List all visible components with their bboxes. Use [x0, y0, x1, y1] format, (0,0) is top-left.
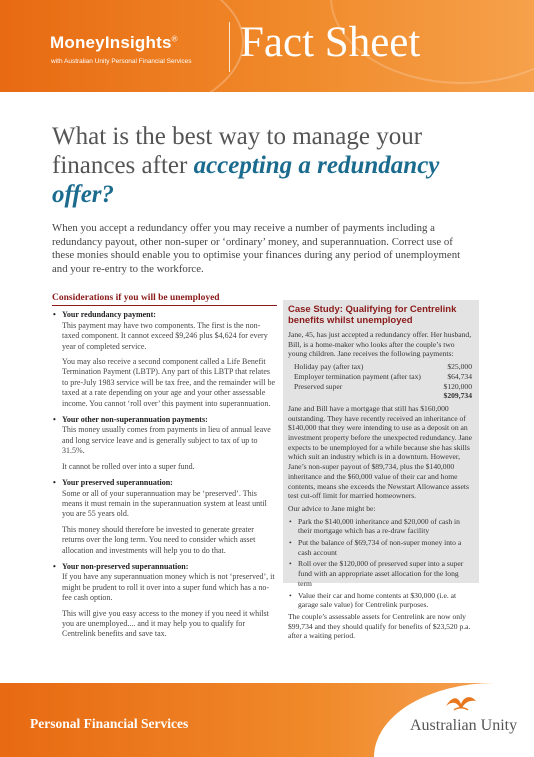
title-text: What is the best way to manage your finances after [52, 123, 423, 179]
case-study-body: Jane and Bill have a mortgage that still has $160,000 outstanding. They have recently received an inheritance of $140,000 that they were intending to use as a deposit on an investment property before the unexpected redundancy. Jane expects to be unemployed for a while because she has skills which suit an industry which is in a downturn. However, Jane’s non-super payout of $89,734, plus the $140,000 inheritance and the $60,000 value of their car and home contents, means she exceeds the Newstart Allowance assets test cut-off limit for married homeowners. [288, 403, 473, 501]
brand-logo [50, 33, 178, 53]
advice-intro: Our advice to Jane might be: [288, 503, 376, 513]
payments-table [288, 362, 474, 391]
consideration-section [52, 562, 277, 640]
considerations-heading: Considerations if you will be unemployed [52, 293, 277, 306]
intro-paragraph: When you accept a redundancy offer you may receive a number of payments including a redundancy payout, other non-super or ‘ordinary’ money, and superannuation. Correct use of these monies should enable you to optimise your finances during any period of unemployment and your re-entry to the workforce. [52, 222, 461, 275]
section-paragraph: Some or all of your superannuation may be ‘preserved’. This means it must remain in the superannuation system at least until you are 55 years old. [62, 488, 267, 519]
payment-row [288, 362, 474, 372]
consideration-section [52, 310, 277, 409]
payment-amount: $25,000 [447, 362, 472, 372]
section-title: • Your non-preserved superannuation: [52, 562, 277, 572]
section-paragraph: It cannot be rolled over into a super fund. [62, 461, 195, 471]
case-study-title: Case Study: Qualifying for Centrelink benefits whilst unemployed [288, 304, 457, 326]
advice-item: • Roll over the $120,000 of preserved super into a super fund with an appropriate asset allocation for the long term [288, 559, 474, 588]
payment-label: Employer termination payment (after tax) [294, 371, 421, 381]
case-study-intro: Jane, 45, has just accepted a redundancy offer. Her husband, Bill, is a home-maker who looks after the couple’s two young children. Jane receives the following payments: [288, 330, 472, 359]
payment-amount: $64,734 [447, 371, 472, 381]
payment-row [288, 382, 474, 392]
payment-row [288, 372, 474, 382]
section-title: • Your other non-superannuation payments: [52, 415, 277, 425]
case-study-conclusion: The couple’s assessable assets for Centrelink are now only $99,734 and they should qualify for benefits of $23,520 p.a. after a waiting period. [288, 611, 471, 641]
section-paragraph: This payment may have two components. The first is the non-taxed component. It cannot exceed $9,246 plus $4,624 for every year of completed service. [62, 320, 268, 351]
document-type: Fact Sheet [240, 19, 421, 66]
advice-list [288, 517, 474, 610]
payment-amount: $120,000 [443, 381, 472, 391]
advice-item: • Value their car and home contents at $30,000 (i.e. at garage sale value) for Centrelink purposes. [288, 591, 474, 610]
advice-item: • Park the $140,000 inheritance and $20,000 of cash in their mortgage which has a re-draw facility [288, 517, 474, 536]
registered-mark: ® [171, 34, 178, 44]
section-paragraph: This money usually comes from payments in lieu of annual leave and long service leave and is generally subject to tax of up to 31.5%. [62, 425, 271, 456]
advice-item: • Put the balance of $69,734 of non-super money into a cash account [288, 538, 474, 557]
considerations-sections [52, 310, 277, 639]
section-paragraph: This will give you easy access to the money if you need it whilst you are unemployed.... and it may help you to qualify for Centrelink benefits and save tax. [62, 608, 269, 639]
header-divider [229, 22, 230, 72]
section-paragraph: If you have any superannuation money which is not ‘preserved’, it might be prudent to roll it over into a super fund which has a no-fee cash option. [62, 572, 275, 603]
title-highlight: accepting a redundancy offer? [52, 152, 440, 208]
section-paragraph: This money should therefore be invested to generate greater returns over the long term. You need to consider which asset allocation and investments will help you to do that. [62, 524, 256, 555]
payments-total: $209,734 [443, 391, 472, 401]
section-title: • Your preserved superannuation: [52, 478, 277, 488]
section-title: • Your redundancy payment: [52, 310, 277, 320]
considerations-column [52, 293, 277, 646]
footer-title: Personal Financial Services [30, 716, 189, 731]
consideration-section [52, 478, 277, 556]
australian-unity-logo: Australian Unity [410, 717, 518, 734]
brand-subtitle: with Australian Unity Personal Financial Services [51, 58, 192, 65]
page-title [52, 122, 492, 209]
case-study-box [283, 300, 479, 641]
payment-label: Preserved super [294, 381, 343, 391]
bird-icon [444, 692, 478, 714]
consideration-section [52, 415, 277, 472]
payment-label: Holiday pay (after tax) [294, 362, 364, 372]
section-paragraph: You may also receive a second component called a Life Benefit Termination Payment (LBTP). Any part of this LBTP that relates to pre-July 1983 service will be tax free, and the remainder will be taxed at a rate depending on your age and your other assessable income. You cannot ‘roll over’ this payment into superannuation. [62, 357, 276, 408]
brand-name: MoneyInsights [50, 33, 172, 52]
